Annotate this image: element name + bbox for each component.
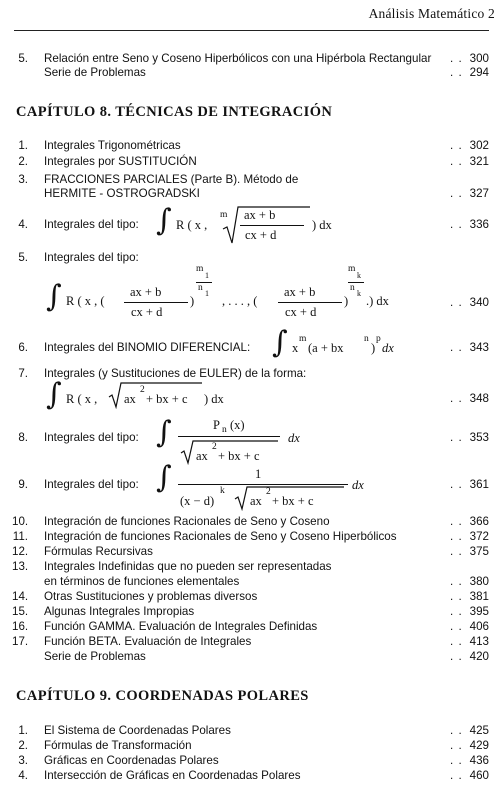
fraction-bar (124, 302, 188, 303)
leader-dots: . . (450, 218, 463, 231)
root-index: m (220, 210, 228, 220)
entry-page: 343 (469, 341, 489, 354)
leader-dots: . . (450, 187, 463, 200)
fraction-numerator: (x) (230, 418, 245, 432)
entry-title: Integrales (y Sustituciones de EULER) de la forma: (44, 367, 307, 380)
entry-page: 302 (469, 139, 489, 152)
entry-page: 321 (469, 155, 489, 168)
entry-title: Algunas Integrales Impropias (44, 605, 195, 618)
leader-dots: . . (450, 52, 463, 65)
entry-page: 300 (469, 52, 489, 65)
exponent-m: m (196, 264, 204, 274)
entry-page: 372 (469, 530, 489, 543)
radicand: ax (196, 449, 208, 463)
entry-title: Integrales por SUSTITUCIÓN (44, 155, 197, 168)
entry-title: FRACCIONES PARCIALES (Parte B). Método de (44, 173, 299, 186)
entry-number: 3. (18, 754, 28, 767)
leader-dots: . . (450, 635, 463, 648)
subscript: n (222, 425, 227, 435)
leader-dots: . . (450, 478, 463, 491)
leader-dots: . . (450, 515, 463, 528)
entry-page: 327 (469, 187, 489, 200)
leader-dots: . . (450, 66, 463, 79)
leader-dots: . . (450, 575, 463, 588)
entry-title: Fórmulas Recursivas (44, 545, 153, 558)
header-rule (14, 30, 489, 31)
entry-number: 6. (18, 341, 28, 354)
entry-page: 340 (469, 296, 489, 309)
entry-number: 13. (12, 560, 29, 573)
entry-page: 294 (469, 66, 489, 79)
entry-page: 348 (469, 392, 489, 405)
leader-dots: . . (450, 739, 463, 752)
entry-number: 15. (12, 605, 29, 618)
entry-title: Integración de funciones Racionales de Seno y Coseno (44, 515, 330, 528)
integral-sign: ∫ (46, 377, 62, 412)
entry-number: 11. (12, 530, 28, 543)
entry-title: El Sistema de Coordenadas Polares (44, 724, 231, 737)
fraction-numerator: ax + b (284, 285, 316, 299)
fraction-denominator: cx + d (131, 305, 163, 319)
formula-text: dx (352, 478, 364, 492)
leader-dots: . . (450, 620, 463, 633)
entry-title: Integración de funciones Racionales de Seno y Coseno Hiperbólicos (44, 530, 397, 543)
entry-title: Integrales del tipo: (44, 431, 139, 444)
formula-text: ) dx (204, 392, 224, 406)
formula-text: R ( x , ( (66, 294, 105, 308)
entry-page: 361 (469, 478, 489, 491)
entry-number: 3. (18, 173, 28, 186)
entry-number: 1. (18, 139, 28, 152)
formula-text: ) (344, 294, 349, 308)
integral-sign: ∫ (156, 203, 172, 238)
formula-text: dx (382, 341, 394, 355)
leader-dots: . . (450, 155, 463, 168)
entry-number: 7. (18, 367, 28, 380)
fraction-numerator: 1 (255, 467, 262, 481)
entry-title: Gráficas en Coordenadas Polares (44, 754, 219, 767)
formula-text: , . . . , ( (222, 294, 258, 308)
entry-title: Integrales del tipo: (44, 251, 139, 264)
leader-dots: . . (450, 769, 463, 782)
exponent-sub: 1 (205, 271, 209, 280)
exponent-sub: k (357, 289, 361, 298)
exponent: 2 (140, 385, 145, 395)
entry-number: 12. (12, 545, 29, 558)
fraction-bar (240, 225, 304, 226)
fraction-denominator: (x − d) (180, 494, 215, 508)
leader-dots: . . (450, 545, 463, 558)
leader-dots: . . (450, 650, 463, 663)
formula-text: x (292, 341, 299, 355)
running-header: Análisis Matemático 2 (368, 6, 495, 21)
chapter-8-title: CAPÍTULO 8. TÉCNICAS DE INTEGRACIÓN (16, 104, 333, 120)
entry-page: 366 (469, 515, 489, 528)
leader-dots: . . (450, 341, 463, 354)
radicand: + bx + c (146, 392, 188, 406)
exponent-n: n (198, 283, 203, 293)
exponent-n: n (350, 283, 355, 293)
entry-number: 1. (18, 724, 28, 737)
entry-page: 381 (469, 590, 489, 603)
formula-text: R ( x , (176, 218, 208, 232)
formula-text: .) dx (366, 294, 389, 308)
formula-text: ) (371, 341, 376, 355)
fraction-denominator: cx + d (245, 228, 277, 242)
exponent-sub: k (357, 271, 361, 280)
exponent: m (299, 334, 307, 344)
leader-dots: . . (450, 431, 463, 444)
chapter-9-title: CAPÍTULO 9. COORDENADAS POLARES (16, 688, 309, 704)
leader-dots: . . (450, 392, 463, 405)
entry-number: 16. (12, 620, 29, 633)
entry-page: 429 (469, 739, 489, 752)
entry-number: 4. (18, 769, 28, 782)
integral-sign: ∫ (156, 460, 172, 495)
entry-number: 4. (18, 218, 28, 231)
exponent-m: m (348, 264, 356, 274)
formula-text: R ( x , (66, 392, 98, 406)
entry-number: 8. (18, 431, 28, 444)
fraction-numerator: ax + b (130, 285, 162, 299)
entry-title: Fórmulas de Transformación (44, 739, 192, 752)
radicand: + bx + c (272, 494, 314, 508)
entry-number: 5. (18, 251, 28, 264)
formula-text: ) dx (312, 218, 332, 232)
exponent: 2 (266, 487, 271, 497)
entry-title: Serie de Problemas (44, 66, 146, 79)
radicand: + bx + c (218, 449, 260, 463)
entry-page: 353 (469, 431, 489, 444)
fraction-bar (178, 436, 280, 437)
entry-title: Integrales Trigonométricas (44, 139, 181, 152)
exponent: p (376, 334, 381, 344)
entry-page: 420 (469, 650, 489, 663)
entry-title: Función GAMMA. Evaluación de Integrales Definidas (44, 620, 318, 633)
integral-sign: ∫ (272, 325, 288, 360)
entry-title: Serie de Problemas (44, 650, 146, 663)
entry-title: Integrales del tipo: (44, 218, 139, 231)
entry-page: 336 (469, 218, 489, 231)
entry-title: Integrales Indefinidas que no pueden ser representadas (44, 560, 332, 573)
entry-number: 14. (12, 590, 29, 603)
formula-text: dx (288, 431, 300, 445)
formula-text: ) (190, 294, 195, 308)
radicand: ax (124, 392, 136, 406)
integral-sign: ∫ (156, 415, 172, 450)
entry-title-cont: HERMITE - OSTROGRADSKI (44, 187, 200, 200)
entry-title: Relación entre Seno y Coseno Hiperbólicos con una Hipérbola Rectangular (44, 52, 432, 65)
exponent-sub: 1 (205, 289, 209, 298)
entry-number: 9. (18, 478, 28, 491)
fraction-numerator: ax + b (244, 208, 276, 222)
entry-title: Intersección de Gráficas en Coordenadas Polares (44, 769, 301, 782)
integral-sign: ∫ (46, 279, 62, 314)
entry-title-cont: en términos de funciones elementales (44, 575, 240, 588)
leader-dots: . . (450, 754, 463, 767)
entry-number: 17. (12, 635, 29, 648)
leader-dots: . . (450, 139, 463, 152)
entry-title: Integrales del tipo: (44, 478, 139, 491)
leader-dots: . . (450, 296, 463, 309)
entry-title: Otras Sustituciones y problemas diversos (44, 590, 258, 603)
entry-number: 5. (18, 52, 28, 65)
leader-dots: . . (450, 605, 463, 618)
leader-dots: . . (450, 530, 463, 543)
entry-page: 413 (469, 635, 489, 648)
leader-dots: . . (450, 590, 463, 603)
fraction-numerator: P (213, 418, 220, 432)
fraction-denominator: cx + d (285, 305, 317, 319)
entry-number: 2. (18, 739, 28, 752)
entry-title: Función BETA. Evaluación de Integrales (44, 635, 252, 648)
entry-page: 375 (469, 545, 489, 558)
radicand: ax (250, 494, 262, 508)
formula-text: (a + bx (308, 341, 344, 355)
entry-page: 460 (469, 769, 489, 782)
fraction-bar (278, 302, 342, 303)
entry-page: 395 (469, 605, 489, 618)
entry-page: 425 (469, 724, 489, 737)
entry-page: 380 (469, 575, 489, 588)
entry-number: 2. (18, 155, 28, 168)
entry-number: 10. (12, 515, 29, 528)
entry-page: 406 (469, 620, 489, 633)
leader-dots: . . (450, 724, 463, 737)
entry-page: 436 (469, 754, 489, 767)
exponent: k (220, 486, 225, 496)
exponent: 2 (212, 442, 217, 452)
exponent: n (364, 334, 369, 344)
entry-title: Integrales del BINOMIO DIFERENCIAL: (44, 341, 251, 354)
